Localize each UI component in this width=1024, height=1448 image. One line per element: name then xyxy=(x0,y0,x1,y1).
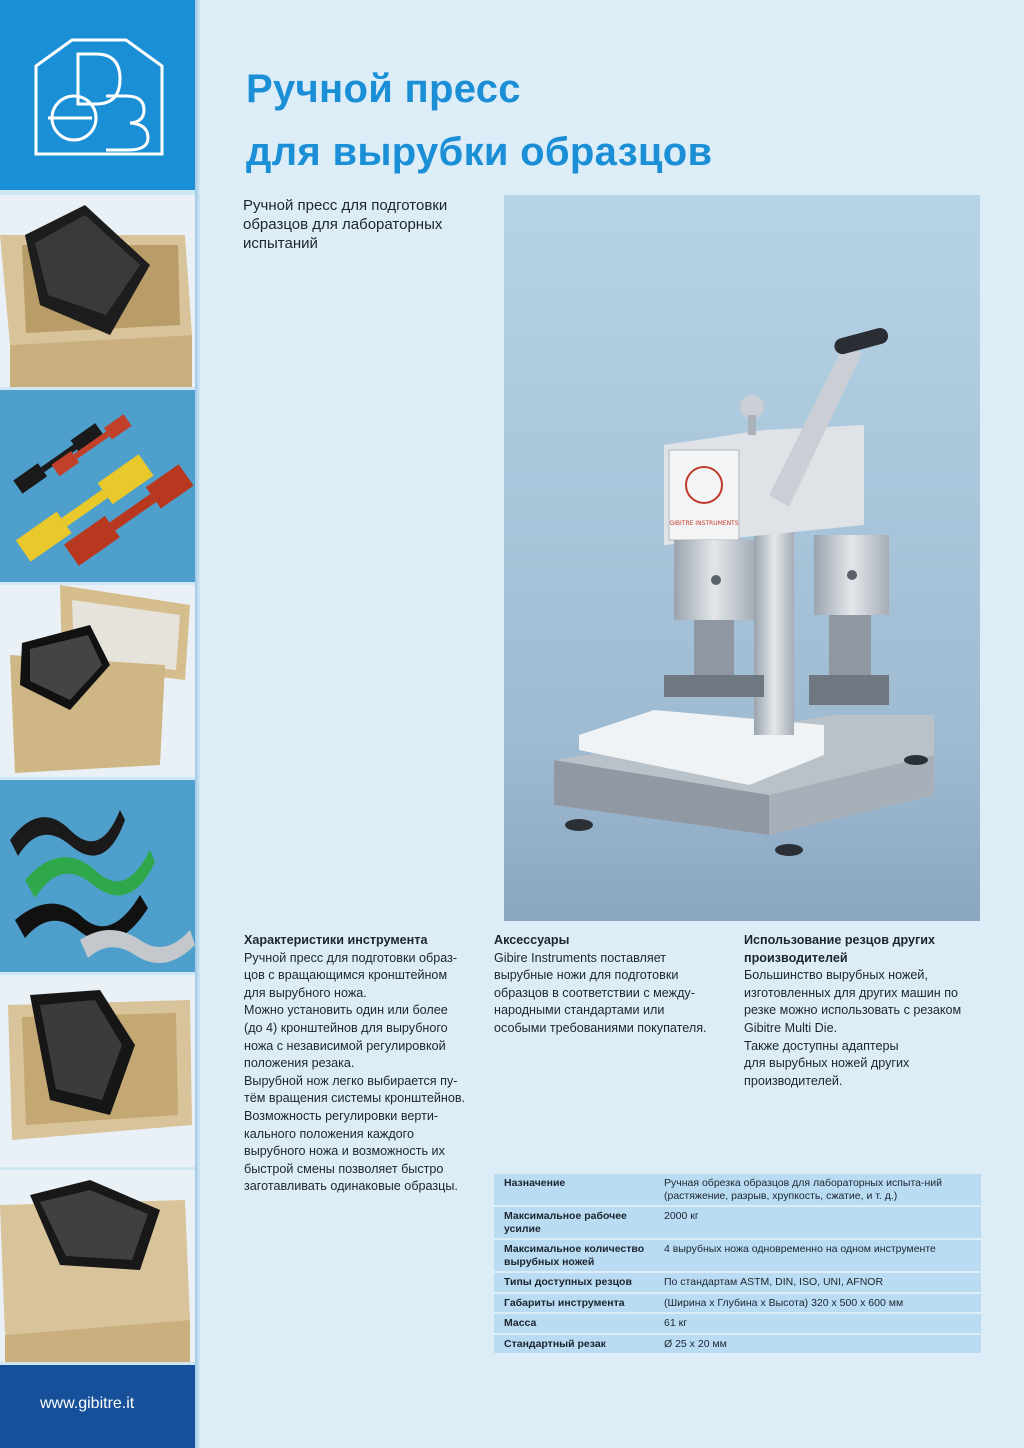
thumbnail-cutter-case-3 xyxy=(0,1170,195,1362)
spec-row xyxy=(494,1273,981,1292)
sidebar-divider xyxy=(195,0,201,1448)
features-line: кального положения каждого xyxy=(244,1126,415,1141)
third-party-dies-line: Gibitre Multi Die. xyxy=(744,1020,838,1035)
accessories-column xyxy=(494,932,734,1038)
spec-row xyxy=(494,1335,981,1354)
spec-label: Максимальное количество вырубных ножей xyxy=(494,1240,654,1271)
spec-value: 4 вырубных ножа одновременно на одном инструменте xyxy=(654,1240,981,1271)
product-photo xyxy=(504,195,980,921)
spec-label: Назначение xyxy=(494,1174,654,1205)
spec-label: Максимальное рабочее усилие xyxy=(494,1207,654,1238)
features-line: заготавливать одинаковые образцы. xyxy=(244,1179,458,1194)
spec-row xyxy=(494,1174,981,1205)
thumbnail-dumbbell-samples xyxy=(0,390,195,582)
features-column xyxy=(244,932,489,1196)
sidebar-header xyxy=(0,0,195,190)
thumbnail-wave-samples xyxy=(0,780,195,972)
features-line: Вырубной нож легко выбирается пу- xyxy=(244,1073,458,1088)
spec-value: 61 кг xyxy=(654,1314,981,1333)
features-line: Ручной пресс для подготовки образ- xyxy=(244,950,458,965)
features-line: тём вращения системы кронштейнов. xyxy=(244,1091,466,1106)
accessories-line: особыми требованиями покупателя. xyxy=(494,1020,707,1035)
spec-value: (Ширина x Глубина x Высота) 320 x 500 x 600 мм xyxy=(654,1294,981,1313)
page-title-line-2: для вырубки образцов xyxy=(246,130,713,174)
third-party-dies-line: Большинство вырубных ножей, xyxy=(744,968,928,983)
third-party-dies-heading: Использование резцов других производителей xyxy=(744,933,936,965)
spec-value: Ручная обрезка образцов для лабораторных испыта-ний (растяжение, разрыв, хрупкость, сжатие, и т. д.) xyxy=(654,1174,981,1205)
spec-label: Стандартный резак xyxy=(494,1335,654,1354)
accessories-line: народными стандартами или xyxy=(494,1003,665,1018)
third-party-dies-line: изготовленных для других машин по xyxy=(744,985,959,1000)
third-party-dies-line: для вырубных ножей других xyxy=(744,1056,910,1071)
features-line: для вырубного ножа. xyxy=(244,985,367,1000)
spec-label: Масса xyxy=(494,1314,654,1333)
thumbnail-cutter-in-box xyxy=(0,195,195,387)
gibitre-logo-icon xyxy=(34,38,164,156)
page-subtitle: Ручной пресс для подготовки образцов для лабораторных испытаний xyxy=(243,197,448,252)
spec-value: По стандартам ASTM, DIN, ISO, UNI, AFNOR xyxy=(654,1273,981,1292)
features-line: положения резака. xyxy=(244,1056,355,1071)
accessories-line: Gibire Instruments поставляет xyxy=(494,950,667,965)
website-link[interactable]: www.gibitre.it xyxy=(40,1395,135,1412)
features-line: вырубного ножа и возможность их xyxy=(244,1144,445,1159)
third-party-dies-column xyxy=(744,932,984,1090)
third-party-dies-line: производителей. xyxy=(744,1073,843,1088)
thumbnail-cutter-case-2 xyxy=(0,975,195,1167)
features-line: быстрой смены позволяет быстро xyxy=(244,1161,444,1176)
features-line: цов с вращающимся кронштейном xyxy=(244,968,448,983)
spec-value: 2000 кг xyxy=(654,1207,981,1238)
thumbnail-open-case xyxy=(0,585,195,777)
features-line: Возможность регулировки верти- xyxy=(244,1108,439,1123)
third-party-dies-line: Также доступны адаптеры xyxy=(744,1038,899,1053)
third-party-dies-line: резке можно использовать с резаком xyxy=(744,1003,962,1018)
features-line: ножа с независимой регулировкой xyxy=(244,1038,446,1053)
accessories-line: вырубные ножи для подготовки xyxy=(494,968,679,983)
spec-row xyxy=(494,1207,981,1238)
spec-row xyxy=(494,1294,981,1313)
spec-row xyxy=(494,1314,981,1333)
page-title-line-1: Ручной пресс xyxy=(246,67,521,111)
accessories-heading: Аксессуары xyxy=(494,933,570,947)
features-heading: Характеристики инструмента xyxy=(244,933,428,947)
page-title xyxy=(246,58,712,184)
features-line: Можно установить один или более xyxy=(244,1003,448,1018)
spec-label: Типы доступных резцов xyxy=(494,1273,654,1292)
accessories-line: образцов в соответствии с между- xyxy=(494,985,695,1000)
spec-table xyxy=(494,1172,981,1355)
features-line: (до 4) кронштейнов для вырубного xyxy=(244,1020,448,1035)
spec-value: Ø 25 x 20 мм xyxy=(654,1335,981,1354)
spec-row xyxy=(494,1240,981,1271)
spec-label: Габариты инструмента xyxy=(494,1294,654,1313)
press-label: GIBITRE INSTRUMENTS xyxy=(669,520,739,527)
